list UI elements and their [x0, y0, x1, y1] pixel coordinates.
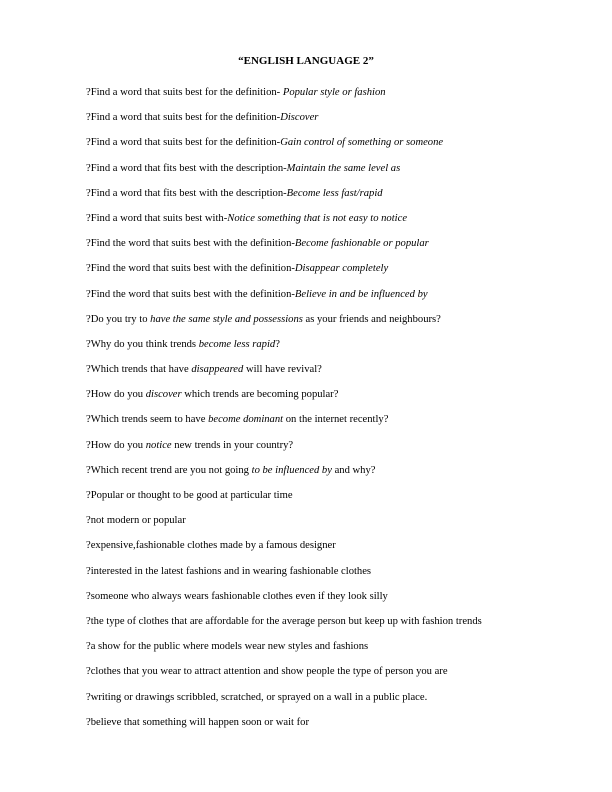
line-text: ?Popular or thought to be good at particular time	[86, 490, 293, 501]
question-line	[86, 288, 586, 313]
italic-phrase: become less rapid	[198, 338, 276, 350]
question-line	[86, 615, 586, 640]
line-text: which trends are becoming popular?	[181, 389, 339, 401]
line-text: ?someone who always wears fashionable clothes even if they look silly	[86, 590, 388, 602]
line-text: ?How do you	[86, 439, 146, 451]
line-text: ?Find a word that suits best for the definition-	[86, 112, 281, 124]
line-text: ?Find a word that fits best with the description-	[86, 187, 287, 199]
question-line	[86, 691, 586, 716]
italic-phrase: Maintain the same level as	[286, 162, 401, 174]
italic-phrase: become dominant	[208, 414, 284, 426]
italic-phrase: Notice something that is not easy to notice	[227, 212, 408, 224]
question-line	[86, 413, 586, 438]
line-text: ?believe that something will happen soon or wait for	[86, 716, 310, 728]
line-text: ?How do you	[86, 389, 146, 401]
italic-phrase: disappeared	[191, 364, 244, 376]
line-text: ?a show for the public where models wear new styles and fashions	[86, 641, 369, 653]
question-line	[86, 313, 586, 338]
italic-phrase: have the same style and possessions	[150, 313, 303, 325]
question-line	[86, 237, 586, 262]
question-line	[86, 187, 586, 212]
question-list	[86, 86, 586, 741]
italic-phrase: Discover	[280, 112, 319, 124]
line-text: ?Why do you think trends	[86, 338, 199, 350]
italic-phrase: discover	[145, 389, 182, 401]
line-text: and why?	[331, 464, 376, 476]
line-text: ?interested in the latest fashions and in wearing fashionable clothes	[86, 565, 372, 577]
line-text: ?Find the word that suits best with the definition-	[86, 263, 295, 275]
question-line	[86, 539, 586, 564]
question-line	[86, 665, 586, 690]
line-text: ?Which trends seem to have	[86, 414, 209, 426]
question-line	[86, 162, 586, 187]
line-text: ?Find the word that suits best with the definition-	[86, 288, 295, 300]
document-title: “ENGLISH LANGUAGE 2”	[238, 55, 374, 67]
italic-phrase: notice	[145, 439, 172, 451]
question-line	[86, 716, 586, 741]
line-text: ?expensive,fashionable clothes made by a famous designer	[86, 540, 336, 552]
line-text: ?clothes that you wear to attract attention and show people the type of person you are	[86, 666, 448, 678]
line-text: will have revival?	[243, 364, 322, 376]
question-line	[86, 489, 586, 514]
question-line	[86, 464, 586, 489]
question-line	[86, 262, 586, 287]
question-line	[86, 111, 586, 136]
question-line	[86, 136, 586, 161]
line-text: new trends in your country?	[171, 439, 294, 451]
line-text: ?Find a word that suits best with-	[86, 212, 228, 224]
question-line	[86, 514, 586, 539]
line-text: ?Which trends that have	[86, 364, 192, 376]
italic-phrase: Disappear completely	[294, 263, 389, 275]
line-text: ?Find a word that suits best for the definition-	[86, 137, 281, 149]
line-text: ?Find the word that suits best with the definition-	[86, 238, 295, 250]
question-line	[86, 363, 586, 388]
question-line	[86, 590, 586, 615]
line-text: ?not modern or popular	[86, 515, 186, 527]
question-line	[86, 212, 586, 237]
line-text: ?Find a word that suits best for the definition-	[86, 87, 283, 98]
italic-phrase: Become fashionable or popular	[294, 238, 429, 250]
question-line	[86, 640, 586, 665]
italic-phrase: Popular style or fashion	[282, 87, 386, 98]
line-text: ?Do you try to	[86, 313, 151, 325]
italic-phrase: to be influenced by	[251, 464, 332, 476]
line-text: ?Which recent trend are you not going	[86, 464, 252, 476]
line-text: as your friends and neighbours?	[302, 313, 441, 325]
line-text: on the internet recently?	[283, 414, 389, 426]
italic-phrase: Become less fast/rapid	[286, 187, 383, 199]
line-text: ?Find a word that fits best with the description-	[86, 162, 287, 174]
line-text: ?writing or drawings scribbled, scratched, or sprayed on a wall in a public place.	[86, 691, 428, 703]
question-line	[86, 565, 586, 590]
question-line	[86, 86, 586, 111]
question-line	[86, 439, 586, 464]
line-text: ?	[275, 338, 280, 350]
italic-phrase: Gain control of something or someone	[280, 137, 444, 149]
line-text: ?the type of clothes that are affordable for the average person but keep up with fashion trends	[86, 615, 482, 627]
question-line	[86, 338, 586, 363]
question-line	[86, 388, 586, 413]
italic-phrase: Believe in and be influenced by	[294, 288, 428, 300]
